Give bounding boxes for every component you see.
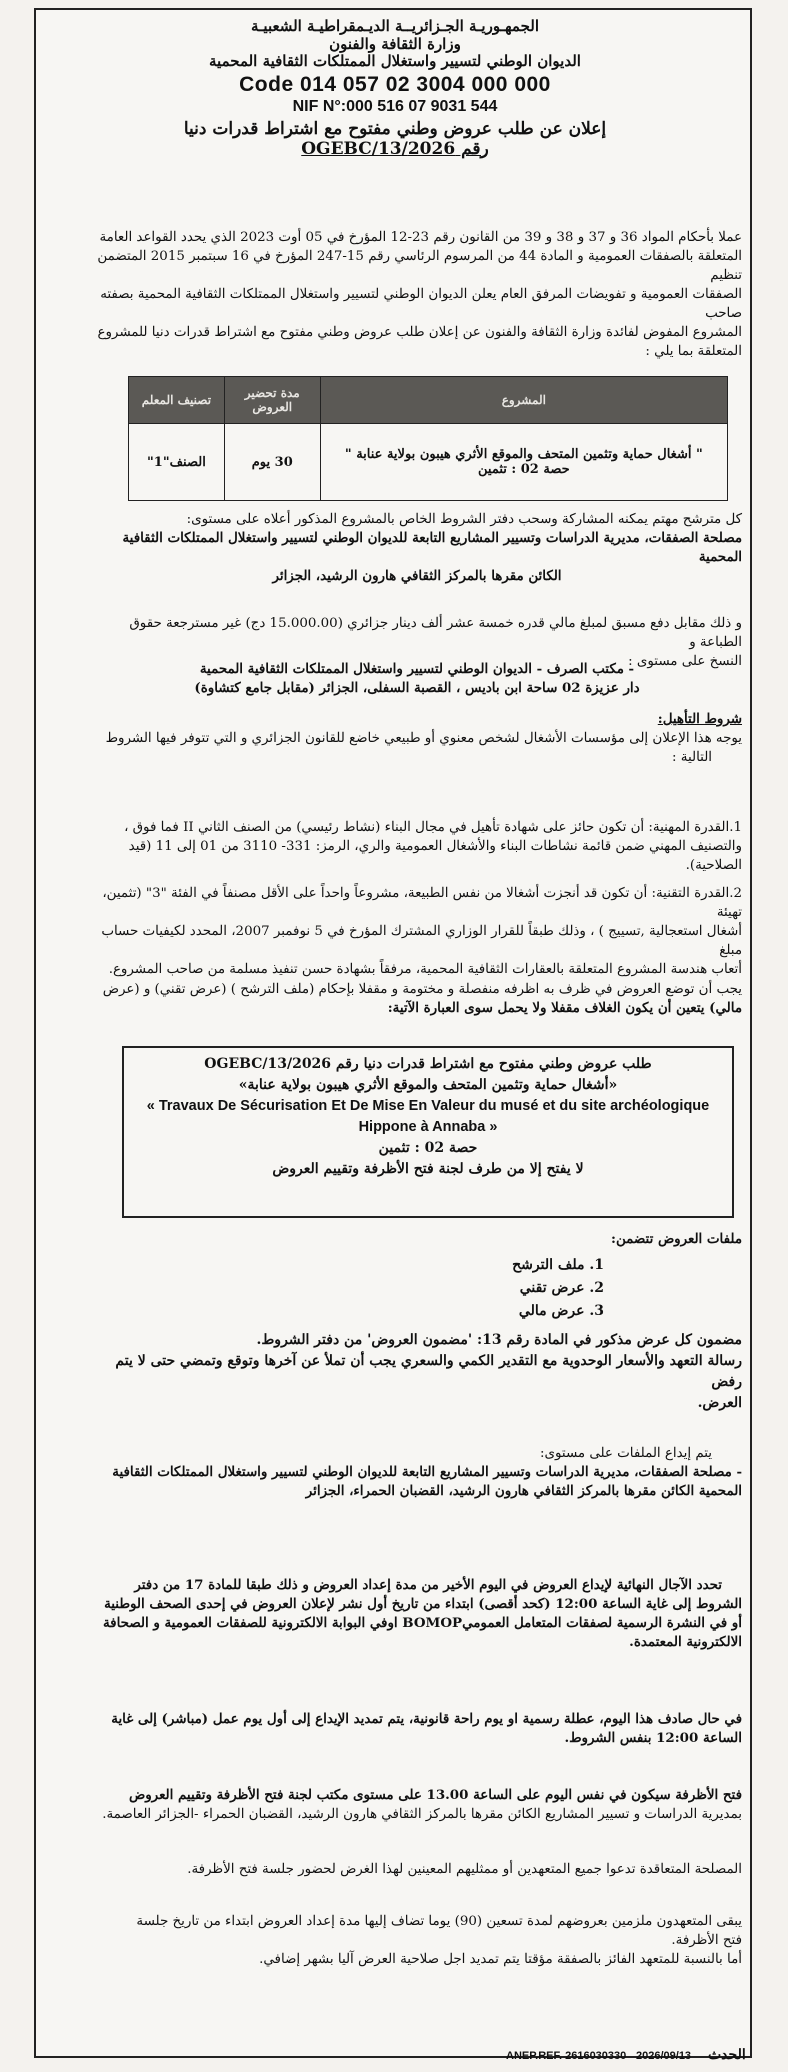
opening-paragraph: فتح الأظرفة سيكون في نفس اليوم على الساعة 13.00 على مستوى مكتب لجنة فتح الأظرفة وتقييم العروض بمديرية الدراسات و تسيير المشاريع الكائن مقرها بالمركز الثقافي هارون الرشيد، القضبان الحمراء -الجزائر العاصمة.	[102, 1787, 742, 1822]
announcement-title: إعلان عن طلب عروض وطني مفتوح مع اشتراط قدرات دنيا	[183, 118, 607, 139]
content-paragraph: مضمون كل عرض مذكور في المادة رقم 13: 'مضمون العروض' من دفتر الشروط. رسالة التعهد والأسعار الوحدوية مع التقدير الكمي والسعري يجب أن تملأ عن آخرها وتوقع وتمضي حتى لا يتم رفض العرض.	[115, 1332, 742, 1411]
withdraw-paragraph: كل مترشح مهتم يمكنه المشاركة وسحب دفتر الشروط الخاص بالمشروع المذكور أعلاه على مستوى: مصلحة الصفقات، مديرية الدراسات وتسيير المشاريع التابعة للديوان الوطني لتسيير واستغلال الممتلكات الثقافية المحمية الكائن مقرها بالمركز الثقافي هارون الرشيد، الجزائر	[122, 512, 742, 584]
qualification-section: شروط التأهيل: يوجه هذا الإعلان إلى مؤسسات الأشغال لشخص معنوي أو طبيعي خاضع للقانون الجزائري و التي تتوفر فيها الشروط التالية :	[92, 710, 742, 767]
header-class: تصنيف المعلم	[129, 377, 225, 424]
footer	[36, 2047, 754, 2070]
holiday-paragraph: في حال صادف هذا اليوم، عطلة رسمية او يوم راحة قانونية، يتم تمديد الإيداع إلى أول يوم عمل (مباشر) إلى غاية الساعة 12:00 بنفس الشروط.	[111, 1711, 742, 1746]
deposit-paragraph: يتم إيداع الملفات على مستوى: - مصلحة الصفقات، مديرية الدراسات وتسيير المشاريع التابعة للديوان الوطني لتسيير واستغلال الممتلكات الثقافية المحمية الكائن مقرها بالمركز الثقافي هارون الرشيد، القضبان الحمراء، الجزائر	[112, 1446, 742, 1499]
code-number: Code 014 057 02 3004 000 000	[239, 73, 551, 97]
payment-paragraph: و ذلك مقابل دفع مسبق لمبلغ مالي قدره خمسة عشر ألف دينار جزائري (15.000.00 دج) غير مسترجعة حقوق الطباعة و النسخ على مستوى :	[129, 616, 742, 669]
list-item: 1. ملف الترشح	[512, 1257, 604, 1273]
project-cell: " أشغال حماية وتثمين المتحف والموقع الأثري هيبون بولاية عنابة " حصة 02 : تثمين	[320, 424, 727, 501]
announcement-number: رقم 2026/OGEBC/13	[301, 138, 489, 159]
newspaper-name: الحدث	[708, 2047, 746, 2063]
envelope-paragraph: يجب أن توضع العروض في ظرف به اظرفه منفصلة و مختومة و مقفلا بإحكام (ملف الترشح ) (عرض تقني) و (عرض مالي) يتعين أن يكون الغلاف مقفلا ولا يحمل سوى العبارة الآتية:	[102, 982, 742, 1016]
header-project: المشروع	[320, 377, 727, 424]
announcement-frame	[34, 8, 752, 2063]
header-duration: مدة تحضير العروض	[224, 377, 320, 424]
publication-date: 2026/09/13	[636, 2050, 692, 2062]
office-name: الديوان الوطني لتسيير واستغلال الممتلكات الثقافية المحمية	[209, 52, 581, 71]
list-item: 2. عرض تقني	[519, 1280, 604, 1296]
republic-name: الجمهـوريـة الجـزائريــة الديـمقراطيـة الشعبيـة	[250, 17, 540, 35]
intro-paragraph: عملا بأحكام المواد 36 و 37 و 38 و 39 من القانون رقم 23-12 المؤرخ في 05 أوت 2023 الذي يحدد القواعد العامة المتعلقة بالصفقات العمومية و المادة 44 من المرسوم الرئاسي رقم 15-247 المؤرخ في 16 سبتمبر 2015 المتضمن تنظيم الصفقات العمومية و تفويضات المرفق العام يعلن الديوان الوطني لتسيير واستغلال الممتلكات الثقافية المحمية بصفته صاحب المشروع المفوض لفائدة وزارة الثقافة والفنون عن إعلان طلب عروض وطني مفتوح مع اشتراط قدرات دنيا للمشروع المتعلقة بما يلي :	[97, 230, 742, 359]
anep-reference: ANEP.REF. 2616030330	[506, 2050, 627, 2062]
list-item: 3. عرض مالي	[518, 1303, 604, 1319]
duration-cell: 30 يوم	[224, 424, 320, 501]
technical-capacity: 2.القدرة التقنية: أن تكون قد أنجزت أشغالا من نفس الطبيعة، مشروعاً واحداً على الأقل مصنفاً في الفئة "3" (تثمين، تهيئة أشغال استعجالية ,تسييج ) ، وذلك طبقاً للقرار الوزاري المشترك المؤرخ في 5 نوفمبر 2007، المحدد لكيفيات حساب مبلغ أتعاب هندسة المشروع المتعلقة بالعقارات الثقافية المحمية، مرفقاً بشهادة حسن تنفيذ مسلمة من صاحب المشروع.	[101, 886, 742, 977]
validity-paragraph: يبقى المتعهدون ملزمين بعروضهم لمدة تسعين (90) يوما تضاف إليها مدة إعداد العروض ابتداء من تاريخ جلسة فتح الأظرفة. أما بالنسبة للمتعهد الفائز بالصفقة مؤقتا يتم تمديد اجل صلاحية العرض آليا بشهر إضافي.	[136, 1914, 742, 1967]
table-row	[129, 424, 728, 501]
files-list	[512, 1254, 626, 1323]
header	[36, 18, 754, 159]
cashier-paragraph: - مكتب الصرف - الديوان الوطني لتسيير واستغلال الممتلكات الثقافية المحمية دار عزيزة 02 ساحة ابن باديس ، القصبة السفلى، الجزائر (مقابل جامع كتشاوة)	[194, 661, 640, 696]
files-title: ملفات العروض تتضمن:	[611, 1231, 742, 1247]
class-cell: الصنف"1"	[129, 424, 225, 501]
ministry-name: وزارة الثقافة والفنون	[329, 34, 461, 53]
qualification-title: شروط التأهيل:	[657, 711, 742, 727]
project-table	[128, 376, 728, 501]
invite-paragraph: المصلحة المتعاقدة تدعوا جميع المتعهدين أو ممثليهم المعينين لهذا الغرض لحضور جلسة فتح الأظرفة.	[187, 1862, 742, 1877]
professional-capacity: 1.القدرة المهنية: أن تكون حائز على شهادة تأهيل في مجال البناء (نشاط رئيسي) من الصنف الثاني II فما فوق ، والتصنيف المهني ضمن قائمة نشاطات البناء والأشغال العمومية والري، الرمز: 331- 3110 من 01 إلى 11 (قيد الصلاحية).	[124, 820, 742, 873]
nif-number: NIF N°:000 516 07 9031 544	[292, 97, 498, 115]
deadline-paragraph: تحدد الآجال النهائية لإيداع العروض في اليوم الأخير من مدة إعداد العروض و ذلك طبقا للمادة 17 من دفتر الشروط إلى غاية الساعة 12:00 (كحد أقصى) ابتداء من تاريخ أول نشر لإعلان العروض في إحدى الصحف الوطنية أو في النشرة الرسمية لصفقات المتعامل العموميBOMOP اوفي البوابة الالكترونية للصفقات العمومية و الصحافة الالكترونية المعتمدة.	[103, 1577, 742, 1650]
envelope-box: طلب عروض وطني مفتوح مع اشتراط قدرات دنيا رقم 2026/OGEBC/13 «أشغال حماية وتثمين المتحف والموقع الأثري هيبون بولاية عنابة» « Travaux De Sécurisation Et De Mise En Valeur du musé et du site archéologique Hippone à Annaba » حصة 02 : تثمين لا يفتح إلا من طرف لجنة فتح الأظرفة وتقييم العروض	[122, 1046, 734, 1218]
